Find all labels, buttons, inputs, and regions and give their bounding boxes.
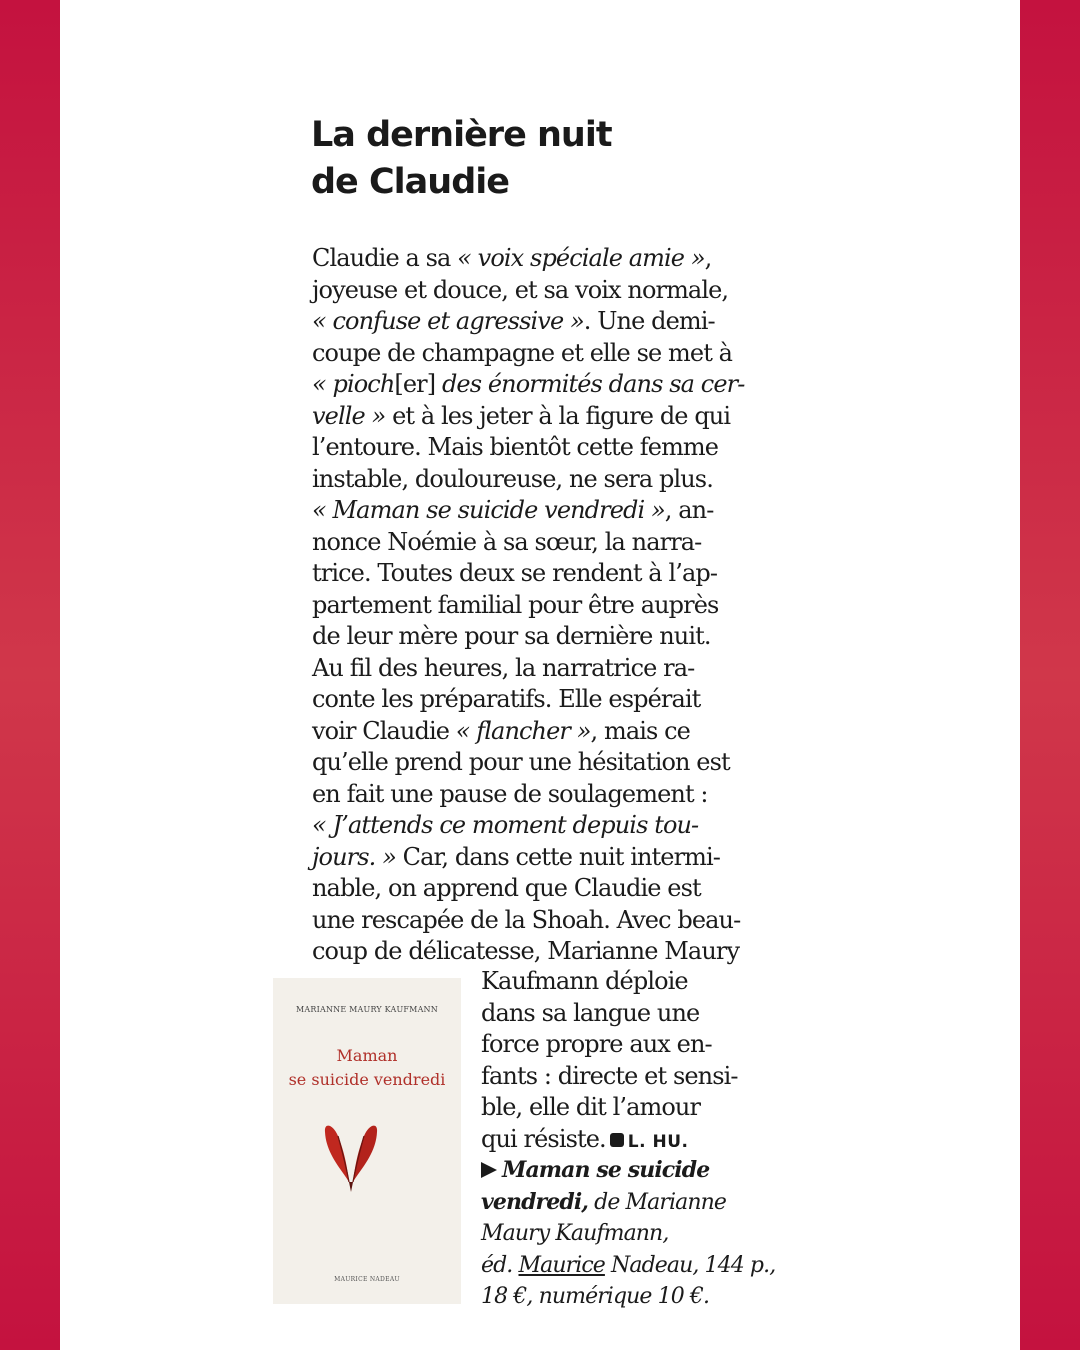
body-line	[312, 527, 762, 559]
body-text-segment: trice. Toutes deux se rendent à l’ap-	[312, 559, 718, 587]
book-info-line-1	[481, 1155, 771, 1187]
body-text-segment: et à les jeter à la figure de qui	[385, 401, 731, 430]
body-line	[312, 779, 762, 811]
body-last-text: qui résiste.	[481, 1124, 606, 1153]
red-butterfly-icon	[320, 1120, 382, 1196]
body-text-segment: . Une demi-	[583, 307, 715, 335]
book-info-author: Maury Kaufmann,	[481, 1221, 669, 1246]
article-body-continued	[481, 966, 751, 1158]
author-signature: L. HU.	[627, 1131, 689, 1152]
body-text-segment: ,	[704, 244, 712, 272]
body-quote: des énormités dans sa cer-	[441, 370, 745, 398]
book-info-publisher	[481, 1250, 776, 1282]
body-quote: « pioch	[312, 370, 395, 398]
body-text-segment: coup de délicatesse, Marianne Maury	[312, 937, 740, 965]
publisher-link[interactable]: Maurice	[518, 1252, 605, 1278]
body-quote: « J’attends ce moment depuis tou-	[312, 811, 699, 839]
body-text-segment: nonce Noémie à sa sœur, la narra-	[312, 527, 702, 556]
body-text-segment: Claudie a sa	[312, 244, 458, 272]
body-text-segment: une rescapée de la Shoah. Avec beau-	[312, 905, 741, 934]
body-quote: « flancher »	[455, 716, 591, 745]
publisher-rest: Nadeau, 144 p.,	[604, 1252, 776, 1278]
body-line	[312, 936, 762, 968]
body-text-segment: l’entoure. Mais bientôt cette femme	[312, 433, 719, 461]
body-text-segment: Au fil des heures, la narratrice ra-	[312, 653, 695, 682]
book-info-title: Maman se suicide	[502, 1157, 710, 1183]
body-text-segment: qu’elle prend pour une hésitation est	[312, 748, 730, 776]
article-title-line-2: de Claudie	[311, 162, 509, 202]
body-line	[312, 558, 762, 590]
body-line	[312, 905, 762, 937]
body-line: dans sa langue une	[481, 998, 700, 1027]
body-line: fants : directe et sensi-	[481, 1061, 738, 1090]
body-text-segment: Car, dans cette nuit intermi-	[395, 842, 720, 871]
article-title	[311, 112, 731, 206]
body-text-segment: conte les préparatifs. Elle espérait	[312, 685, 701, 713]
body-text-segment: , mais ce	[590, 716, 690, 745]
body-line	[312, 621, 762, 653]
body-line	[312, 243, 762, 275]
body-text-segment: partement familial pour être auprès	[312, 590, 719, 619]
body-text-segment: joyeuse et douce, et sa voix normale,	[312, 275, 729, 304]
body-line	[312, 873, 762, 905]
body-text-segment: instable, douloureuse, ne sera plus.	[312, 464, 713, 493]
body-text-segment: en fait une pause de soulagement :	[312, 779, 708, 808]
book-cover-title	[273, 1044, 461, 1092]
body-line: ble, elle dit l’amour	[481, 1093, 701, 1121]
body-line	[312, 590, 762, 622]
book-cover-title-line-2: se suicide vendredi	[288, 1070, 446, 1089]
article-body	[312, 243, 762, 968]
body-line	[312, 338, 762, 370]
book-info-title-end: vendredi,	[481, 1188, 589, 1215]
body-quote: jours. »	[312, 842, 396, 871]
body-line	[312, 495, 762, 527]
body-line	[312, 275, 762, 307]
publisher-prefix: éd.	[481, 1252, 519, 1278]
book-cover-image	[273, 978, 461, 1304]
book-info-line-2	[481, 1187, 771, 1219]
triangle-bullet-icon	[481, 1162, 497, 1178]
body-line	[312, 464, 762, 496]
body-line: force propre aux en-	[481, 1030, 712, 1058]
body-line	[312, 810, 762, 842]
body-text-segment: [er]	[394, 370, 442, 398]
body-line	[312, 306, 762, 338]
body-line	[312, 432, 762, 464]
body-line: Kaufmann déploie	[481, 967, 688, 995]
body-line	[312, 369, 762, 401]
body-line	[312, 747, 762, 779]
body-quote: « confuse et agressive »	[312, 307, 584, 335]
book-cover-title-line-1: Maman	[336, 1046, 398, 1065]
body-quote: velle »	[312, 401, 386, 430]
body-quote: « Maman se suicide vendredi »	[312, 496, 665, 524]
body-quote: « voix spéciale amie »	[457, 244, 705, 272]
end-square-icon	[610, 1133, 624, 1147]
article-title-line-1: La dernière nuit	[311, 115, 612, 155]
body-last-line	[481, 1124, 751, 1159]
body-text-segment: , an-	[664, 496, 714, 524]
body-line	[312, 684, 762, 716]
body-text-segment: coupe de champagne et elle se met à	[312, 338, 733, 367]
body-line	[312, 842, 762, 874]
book-cover-publisher: MAURICE NADEAU	[334, 1276, 400, 1283]
body-text-segment: nable, on apprend que Claudie est	[312, 874, 701, 902]
body-text-segment: de leur mère pour sa dernière nuit.	[312, 622, 711, 650]
book-info-price: 18 €, numérique 10 €.	[481, 1284, 710, 1309]
body-line	[312, 716, 762, 748]
body-line	[312, 653, 762, 685]
book-cover-author: MARIANNE MAURY KAUFMANN	[296, 1005, 438, 1014]
body-line	[312, 401, 762, 433]
book-info	[481, 1155, 776, 1313]
body-text-segment: voir Claudie	[312, 716, 456, 745]
book-info-author-intro: de Marianne	[588, 1189, 727, 1215]
